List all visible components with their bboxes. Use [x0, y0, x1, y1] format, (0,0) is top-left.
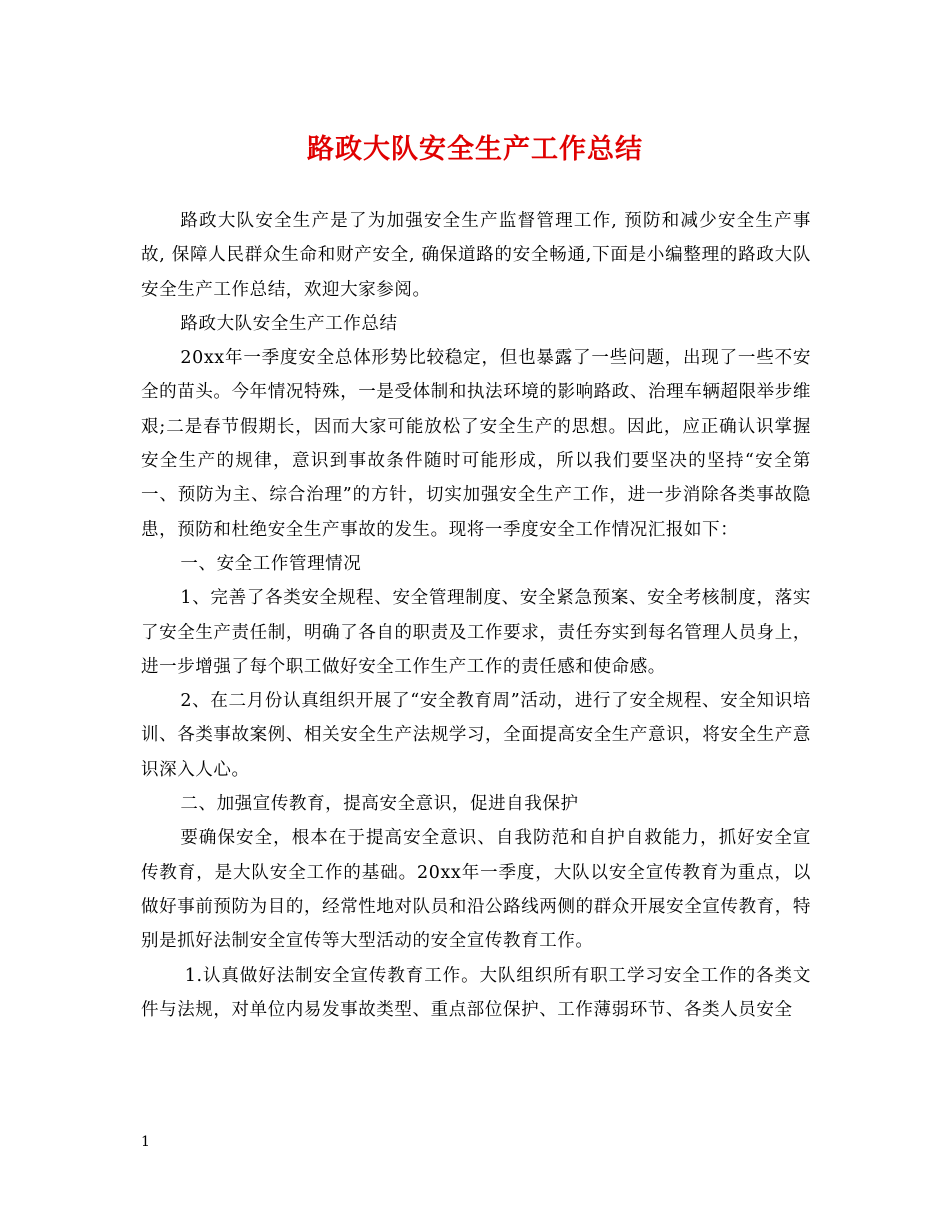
paragraph-item-1: 1、完善了各类安全规程、安全管理制度、安全紧急预案、安全考核制度，落实了安全生产责任制，明确了各自的职责及工作要求，责任夯实到每名管理人员身上，进一步增强了每个职工做好安全工作生产工作的责任感和使命感。	[141, 588, 811, 677]
paragraph-legal-education: 1.认真做好法制安全宣传教育工作。大队组织所有职工学习安全工作的各类文件与法规，对单位内易发事故类型、重点部位保护、工作薄弱环节、各类人员安全	[141, 965, 811, 1020]
paragraph-subtitle: 路政大队安全生产工作总结	[180, 313, 398, 334]
paragraph-item-2: 2、在二月份认真组织开展了“安全教育周”活动，进行了安全规程、安全知识培训、各类事故案例、相关安全生产法规学习，全面提高安全生产意识，将安全生产意识深入人心。	[141, 691, 811, 780]
document-body	[141, 204, 811, 1027]
section-heading-education: 二、加强宣传教育，提高安全意识，促进自我保护	[180, 794, 579, 815]
paragraph-overview: 20xx年一季度安全总体形势比较稳定，但也暴露了一些问题，出现了一些不安全的苗头。今年情况特殊，一是受体制和执法环境的影响路政、治理车辆超限举步维艰;二是春节假期长，因而大家可能放松了安全生产的思想。因此，应正确认识掌握安全生产的规律，意识到事故条件随时可能形成，所以我们要坚决的坚持“安全第一、预防为主、综合治理”的方针，切实加强安全生产工作，进一步消除各类事故隐患，预防和杜绝安全生产事故的发生。现将一季度安全工作情况汇报如下：	[141, 348, 811, 540]
page-number: 1	[141, 1134, 150, 1150]
section-heading-management: 一、安全工作管理情况	[180, 553, 362, 574]
paragraph-intro: 路政大队安全生产是了为加强安全生产监督管理工作, 预防和减少安全生产事故, 保障人民群众生命和财产安全, 确保道路的安全畅通,下面是小编整理的路政大队安全生产工作总结，欢迎大家参阅。	[141, 211, 811, 300]
document-title: 路政大队安全生产工作总结	[307, 134, 643, 165]
paragraph-education: 要确保安全，根本在于提高安全意识、自我防范和自护自救能力，抓好安全宣传教育，是大队安全工作的基础。20xx年一季度，大队以安全宣传教育为重点，以做好事前预防为目的，经常性地对队员和沿公路线两侧的群众开展安全宣传教育，特别是抓好法制安全宣传等大型活动的安全宣传教育工作。	[141, 828, 811, 952]
